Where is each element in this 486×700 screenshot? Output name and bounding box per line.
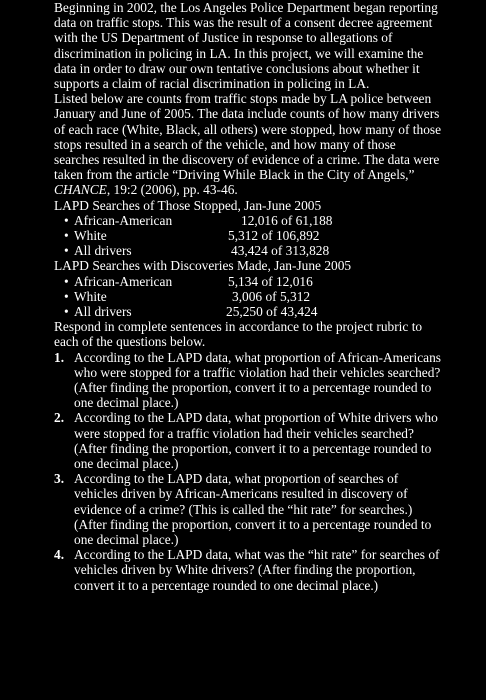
- row-value: 43,424 of 313,828: [231, 243, 330, 259]
- intro-paragraph-1: Beginning in 2002, the Los Angeles Police Department began reporting data on traffic stops. This was the result of a consent decree agreement with the US Department of Justice in response to allegations of discrimination in policing in LA. In this project, we will examine the data in order to draw our own tentative conclusions about whether it supports a claim of racial discrimination in policing in LA.: [54, 0, 438, 92]
- row-value: 12,016 of 61,188: [241, 212, 333, 228]
- bullet-icon: •: [64, 303, 69, 319]
- journal-title: CHANCE: [54, 182, 107, 198]
- row-value: 25,250 of 43,424: [226, 303, 318, 319]
- row-label: All drivers: [74, 243, 132, 259]
- questions-list: [54, 350, 444, 593]
- bullet-icon: •: [64, 288, 69, 304]
- bullet-icon: •: [64, 243, 69, 259]
- question-number: 4.: [54, 547, 65, 563]
- row-label: White: [74, 228, 107, 244]
- list-item: [54, 304, 444, 319]
- row-label: African-American: [74, 212, 173, 228]
- document-page: [54, 0, 444, 593]
- bullet-icon: •: [64, 273, 69, 289]
- list-item: [54, 274, 444, 289]
- searches-discoveries-list: [54, 274, 444, 320]
- row-value: 3,006 of 5,312: [232, 288, 311, 304]
- question-number: 1.: [54, 349, 65, 365]
- list-item: [54, 228, 444, 243]
- intro-paragraph-2-text: Listed below are counts from traffic stops made by LA police between January and June of 2005. The data include counts of how many drivers of each race (White, Black, all others) were stopped, how many of those stops resulted in a search of the vehicle, and how many of those searches resulted in the discovery of evidence of a crime. The data were taken from the article “Driving While Black in the City of Angels,”: [54, 91, 442, 183]
- list-item: [54, 243, 444, 258]
- question-text: According to the LAPD data, what proportion of White drivers who were stopped for a traffic violation had their vehicles searched? (After finding the proportion, convert it to a percentage rounded to one decimal place.): [74, 410, 438, 471]
- question-number: 2.: [54, 410, 65, 426]
- question-text: According to the LAPD data, what proportion of searches of vehicles driven by African-Americans resulted in discovery of evidence of a crime? (This is called the “hit rate” for searches.) (After finding the proportion, convert it to a percentage rounded to one decimal place.): [74, 471, 432, 548]
- question-text: According to the LAPD data, what proportion of African-Americans who were stopped for a traffic violation had their vehicles searched? (After finding the proportion, convert it to a percentage rounded to one decimal place.): [74, 349, 442, 411]
- bullet-icon: •: [64, 228, 69, 244]
- row-label: African-American: [74, 273, 173, 289]
- intro-paragraph-2: [54, 91, 444, 197]
- question-number: 3.: [54, 471, 65, 487]
- row-label: White: [74, 288, 107, 304]
- row-value: 5,134 of 12,016: [228, 273, 313, 289]
- list-item: [54, 213, 444, 228]
- searches-stopped-list: [54, 213, 444, 259]
- question-item: [54, 350, 444, 411]
- question-item: [54, 410, 444, 471]
- row-label: All drivers: [74, 303, 132, 319]
- bullet-icon: •: [64, 212, 69, 228]
- question-item: [54, 471, 444, 547]
- row-value: 5,312 of 106,892: [228, 228, 320, 244]
- searches-discoveries-heading: LAPD Searches with Discoveries Made, Jan-June 2005: [54, 258, 352, 274]
- instructions-text: Respond in complete sentences in accordance to the project rubric to each of the questions below.: [54, 319, 423, 350]
- question-item: [54, 547, 444, 593]
- intro-paragraph-2-citation: , 19:2 (2006), pp. 43-46.: [106, 182, 238, 198]
- question-text: According to the LAPD data, what was the “hit rate” for searches of vehicles driven by White drivers? (After finding the proportion, convert it to a percentage rounded to one decimal place.): [74, 547, 440, 593]
- list-item: [54, 289, 444, 304]
- searches-stopped-heading: LAPD Searches of Those Stopped, Jan-June 2005: [54, 197, 322, 213]
